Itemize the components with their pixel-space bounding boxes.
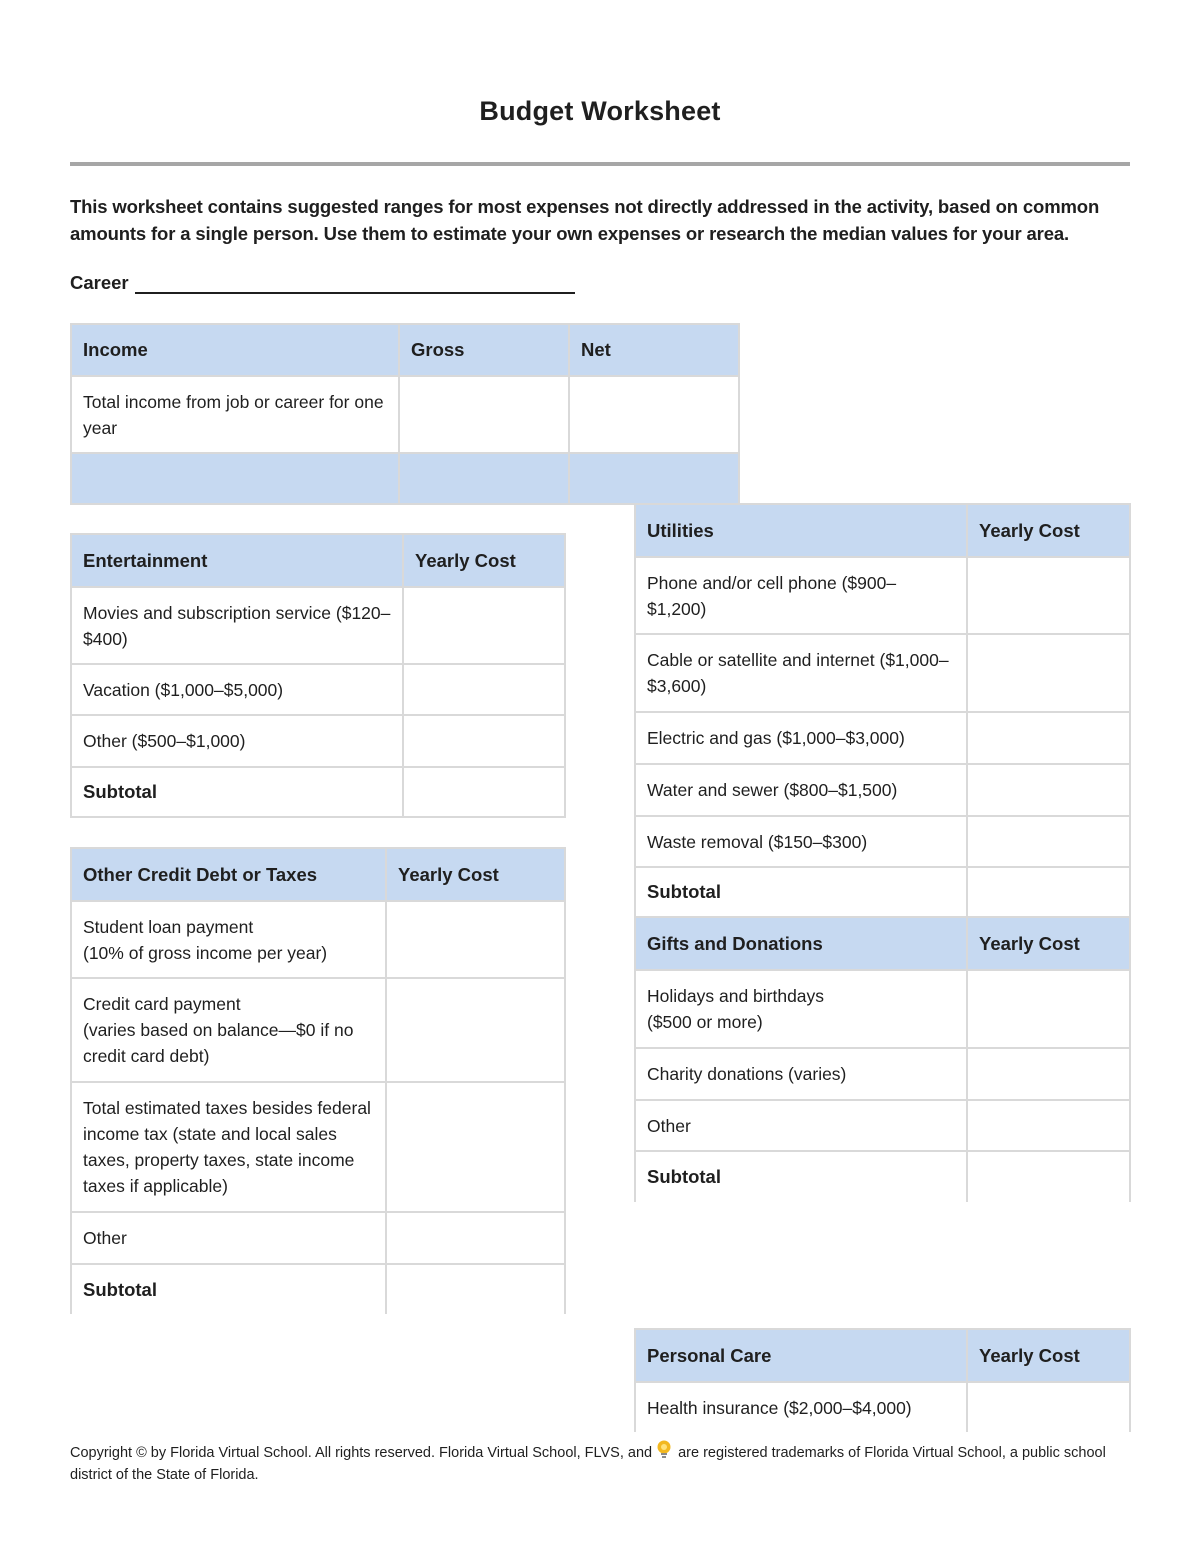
gifts-row-label: Holidays and birthdays ($500 or more) — [635, 970, 967, 1048]
net-header: Net — [569, 324, 739, 376]
utilities-row-label: Waste removal ($150–$300) — [635, 816, 967, 867]
subtotal-cell[interactable] — [967, 1151, 1130, 1202]
gifts-row-label: Charity donations (varies) — [635, 1048, 967, 1100]
yearly-cost-cell[interactable] — [967, 764, 1130, 816]
intro-text: This worksheet contains suggested ranges for most expenses not directly addressed in the activity, based on common amounts for a single person. Use them to estimate your own expenses or research the median values for your area. — [70, 196, 1100, 244]
yearly-cost-cell[interactable] — [386, 1212, 565, 1264]
yearly-cost-header: Yearly Cost — [967, 917, 1130, 970]
yearly-cost-header: Yearly Cost — [403, 534, 565, 587]
career-input-line[interactable] — [135, 274, 575, 294]
income-filler-cell — [569, 453, 739, 504]
yearly-cost-cell[interactable] — [967, 634, 1130, 712]
other-credit-header: Other Credit Debt or Taxes — [71, 848, 386, 901]
copyright-footer — [70, 1440, 1140, 1486]
net-cell[interactable] — [569, 376, 739, 453]
income-header: Income — [71, 324, 399, 376]
subtotal-label: Subtotal — [71, 1264, 386, 1314]
footer-text-end: are registered trademarks of Florida Virtual School, a public school district of the State of Florida. — [70, 1445, 1106, 1483]
yearly-cost-cell[interactable] — [403, 587, 565, 664]
yearly-cost-header: Yearly Cost — [967, 1329, 1130, 1382]
yearly-cost-cell[interactable] — [386, 1082, 565, 1212]
yearly-cost-cell[interactable] — [403, 715, 565, 767]
utilities-gifts-table — [634, 503, 1131, 1202]
other-credit-row-label: Total estimated taxes besides federal income tax (state and local sales taxes, property taxes, state income taxes if applicable) — [71, 1082, 386, 1212]
other-credit-row-label: Credit card payment (varies based on balance—$0 if no credit card debt) — [71, 978, 386, 1082]
subtotal-label: Subtotal — [71, 767, 403, 817]
career-label: Career — [70, 272, 129, 293]
subtotal-cell[interactable] — [967, 867, 1130, 917]
footer-text-start: Copyright © by Florida Virtual School. All rights reserved. Florida Virtual School, FLVS, and — [70, 1445, 653, 1461]
yearly-cost-cell[interactable] — [967, 1048, 1130, 1100]
title-divider — [70, 162, 1130, 166]
subtotal-label: Subtotal — [635, 1151, 967, 1202]
page-title: Budget Worksheet — [479, 96, 721, 126]
entertainment-row-label: Other ($500–$1,000) — [71, 715, 403, 767]
utilities-row-label: Electric and gas ($1,000–$3,000) — [635, 712, 967, 764]
subtotal-label: Subtotal — [635, 867, 967, 917]
entertainment-header: Entertainment — [71, 534, 403, 587]
other-credit-table — [70, 847, 566, 1314]
yearly-cost-cell[interactable] — [967, 970, 1130, 1048]
career-field — [70, 272, 575, 294]
subtotal-cell[interactable] — [386, 1264, 565, 1314]
income-table — [70, 323, 740, 505]
personal-care-row-label: Health insurance ($2,000–$4,000) — [635, 1382, 967, 1432]
personal-care-header: Personal Care — [635, 1329, 967, 1382]
personal-care-table — [634, 1328, 1131, 1432]
entertainment-row-label: Vacation ($1,000–$5,000) — [71, 664, 403, 715]
yearly-cost-header: Yearly Cost — [386, 848, 565, 901]
utilities-row-label: Phone and/or cell phone ($900–$1,200) — [635, 557, 967, 634]
gifts-header: Gifts and Donations — [635, 917, 967, 970]
utilities-header: Utilities — [635, 504, 967, 557]
yearly-cost-cell[interactable] — [386, 901, 565, 978]
gross-header: Gross — [399, 324, 569, 376]
income-filler-cell — [71, 453, 399, 504]
yearly-cost-cell[interactable] — [967, 816, 1130, 867]
utilities-row-label: Water and sewer ($800–$1,500) — [635, 764, 967, 816]
other-credit-row-label: Other — [71, 1212, 386, 1264]
yearly-cost-cell[interactable] — [967, 1382, 1130, 1432]
yearly-cost-header: Yearly Cost — [967, 504, 1130, 557]
utilities-row-label: Cable or satellite and internet ($1,000–$3,600) — [635, 634, 967, 712]
yearly-cost-cell[interactable] — [967, 1100, 1130, 1151]
income-filler-cell — [399, 453, 569, 504]
entertainment-table — [70, 533, 566, 818]
other-credit-row-label: Student loan payment (10% of gross income per year) — [71, 901, 386, 978]
gross-cell[interactable] — [399, 376, 569, 453]
yearly-cost-cell[interactable] — [403, 664, 565, 715]
flvs-lightbulb-logo-icon — [656, 1440, 672, 1460]
entertainment-row-label: Movies and subscription service ($120–$400) — [71, 587, 403, 664]
income-row-label: Total income from job or career for one year — [71, 376, 399, 453]
yearly-cost-cell[interactable] — [967, 557, 1130, 634]
gifts-row-label: Other — [635, 1100, 967, 1151]
yearly-cost-cell[interactable] — [386, 978, 565, 1082]
yearly-cost-cell[interactable] — [967, 712, 1130, 764]
subtotal-cell[interactable] — [403, 767, 565, 817]
